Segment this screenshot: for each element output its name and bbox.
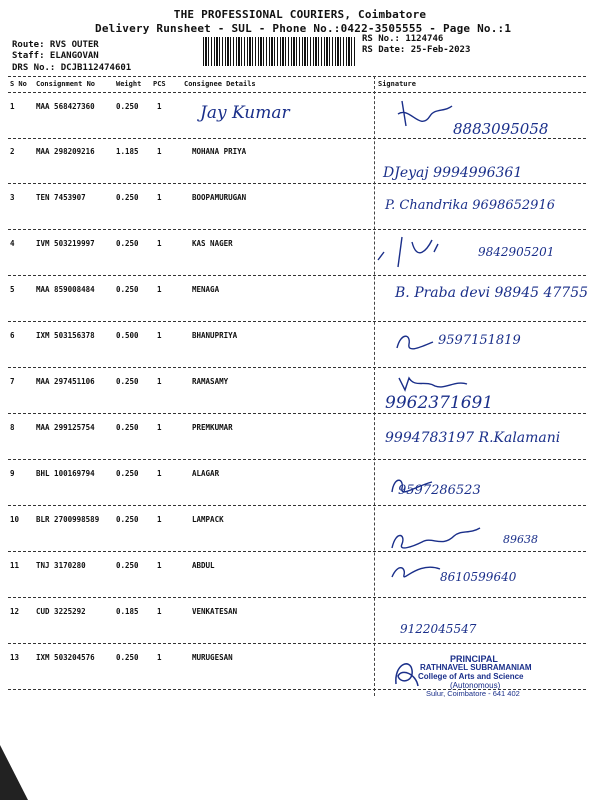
col-consignment: Consignment No [36,80,96,88]
row-sno: 8 [10,423,15,432]
table-top-rule [8,76,586,77]
row-consignee: RAMASAMY [192,377,229,386]
row-weight: 0.250 [116,377,139,386]
row-pcs: 1 [157,377,162,386]
table-row-rule [8,138,586,139]
row-consignment: IVM 503219997 [36,239,95,248]
row-consignee: BHANUPRIYA [192,331,238,340]
row-sno: 2 [10,147,15,156]
row-weight: 0.250 [116,469,139,478]
table-row-rule [8,229,586,230]
row-weight: 0.500 [116,331,139,340]
signature-phone: 9122045547 [400,622,477,636]
table-row-rule [8,551,586,552]
table-row-rule [8,413,586,414]
row-consignment: BHL 100169794 [36,469,95,478]
signature-scribble [388,520,488,558]
signature-phone: DJeyaj 9994996361 [383,165,523,181]
signature-scribble [393,328,438,358]
row-weight: 0.250 [116,423,139,432]
row-consignee: PREMKUMAR [192,423,233,432]
signature-phone: P. Chandrika 9698652916 [385,198,555,213]
row-weight: 0.250 [116,193,139,202]
table-row-rule [8,321,586,322]
signature-phone: 8883095058 [453,120,549,138]
row-sno: 6 [10,331,15,340]
scan-shadow [0,745,28,800]
row-sno: 1 [10,102,15,111]
table-row-rule [8,275,586,276]
table-row-rule [8,597,586,598]
row-consignee: LAMPACK [192,515,224,524]
row-sno: 13 [10,653,20,662]
table-row-rule [8,643,586,644]
row-consignment: IXM 503156378 [36,331,95,340]
row-weight: 0.250 [116,515,139,524]
signature-scribble [395,372,475,394]
row-weight: 0.250 [116,239,139,248]
signature-phone: 89638 [503,533,538,546]
col-consignee: Consignee Details [184,80,256,88]
row-consignee: VENKATESAN [192,607,238,616]
row-pcs: 1 [157,653,162,662]
row-consignment: TEN 7453907 [36,193,86,202]
row-consignment: BLR 2700998589 [36,515,100,524]
signature-phone: 9842905201 [478,245,555,259]
stamp-signature [390,654,420,694]
signature-phone: 8610599640 [440,570,517,584]
staff-label: Staff: ELANGOVAN [12,51,99,61]
row-pcs: 1 [157,561,162,570]
signature-phone: 9994783197 R.Kalamani [385,430,561,446]
row-pcs: 1 [157,147,162,156]
signature-column-rule [374,76,375,696]
document-subtitle: Delivery Runsheet - SUL - Phone No.:0422-3505555 - Page No.:1 [95,22,512,35]
table-row-rule [8,183,586,184]
stamp-address: Sulur, Coimbatore - 641 402 [426,689,520,698]
barcode [203,37,355,66]
row-consignee: ALAGAR [192,469,220,478]
route-label: Route: RVS OUTER [12,40,99,50]
document-title: THE PROFESSIONAL COURIERS, Coimbatore [173,8,427,21]
row-pcs: 1 [157,193,162,202]
stamp-title: PRINCIPAL [450,654,498,664]
row-weight: 0.250 [116,285,139,294]
row-consignment: MAA 299125754 [36,423,95,432]
row-consignment: MAA 859008484 [36,285,95,294]
row-pcs: 1 [157,515,162,524]
row-sno: 7 [10,377,15,386]
col-pcs: PCS [153,80,166,88]
col-signature: Signature [378,80,416,88]
row-weight: 0.250 [116,653,139,662]
header-rule [8,92,586,93]
signature-phone: 9597151819 [438,333,521,348]
row-pcs: 1 [157,239,162,248]
row-consignment: CUD 3225292 [36,607,86,616]
row-sno: 9 [10,469,15,478]
row-consignment: MAA 297451106 [36,377,95,386]
row-pcs: 1 [157,285,162,294]
table-row-rule [8,367,586,368]
table-row-rule [8,459,586,460]
row-consignment: IXM 503204576 [36,653,95,662]
drs-number: DRS No.: DCJB112474601 [12,63,132,73]
signature-phone: B. Praba devi 98945 47755 [395,285,589,301]
row-sno: 11 [10,561,20,570]
signature-phone: 9597286523 [398,483,481,498]
signature-scribble [390,96,465,136]
handwritten-name: Jay Kumar [200,103,290,123]
row-weight: 0.250 [116,102,139,111]
col-weight: Weight [116,80,142,88]
row-consignee: MENAGA [192,285,220,294]
row-pcs: 1 [157,102,162,111]
row-pcs: 1 [157,607,162,616]
row-weight: 0.250 [116,561,139,570]
row-consignee: BOOPAMURUGAN [192,193,247,202]
row-consignee: MURUGESAN [192,653,233,662]
row-consignee: ABDUL [192,561,215,570]
row-sno: 4 [10,239,15,248]
row-consignment: MAA 568427360 [36,102,95,111]
row-weight: 0.185 [116,607,139,616]
rs-number: RS No.: 1124746 [362,34,444,44]
stamp-college: College of Arts and Science [418,672,524,681]
row-consignee: MOHANA PRIYA [192,147,247,156]
row-weight: 1.185 [116,147,139,156]
table-row-rule [8,505,586,506]
principal-stamp [390,654,600,698]
stamp-institution: RATHNAVEL SUBRAMANIAM [420,663,532,672]
row-sno: 10 [10,515,20,524]
signature-phone: 9962371691 [385,393,494,413]
stamp-autonomous: (Autonomous) [450,681,501,690]
row-consignment: TNJ 3170280 [36,561,86,570]
rs-date: RS Date: 25-Feb-2023 [362,45,471,55]
row-pcs: 1 [157,423,162,432]
row-sno: 3 [10,193,15,202]
col-sno: S No [10,80,27,88]
row-sno: 5 [10,285,15,294]
signature-scribble [372,232,472,272]
row-sno: 12 [10,607,20,616]
row-consignment: MAA 298209216 [36,147,95,156]
row-pcs: 1 [157,469,162,478]
row-consignee: KAS NAGER [192,239,233,248]
row-pcs: 1 [157,331,162,340]
signature-scribble [388,555,448,585]
